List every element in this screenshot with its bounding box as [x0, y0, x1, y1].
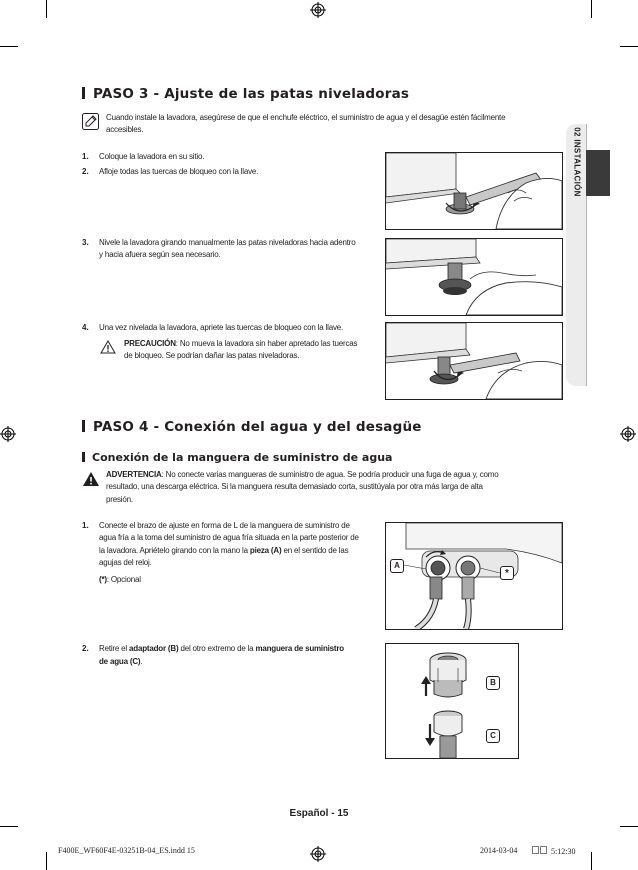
- registration-mark-icon: [0, 426, 16, 442]
- step4-item1-number: 1.: [82, 521, 89, 530]
- figure-loosen-locknut: [385, 152, 563, 230]
- crop-mark: [591, 852, 592, 870]
- slug-date: 2014-03-04: [480, 846, 518, 855]
- crop-mark: [620, 46, 638, 47]
- warning-text-line1: [106, 469, 498, 482]
- step3-item3-text-line2: y hacia afuera según sea necesario.: [99, 250, 221, 259]
- optional-marker: (*): [99, 575, 107, 584]
- figure-label-a: A: [390, 559, 404, 573]
- step3-item3-number: 3.: [82, 238, 89, 247]
- step3-item4-text: Una vez nivelada la lavadora, apriete las tuercas de bloqueo con la llave.: [99, 323, 344, 332]
- figure-label-c: C: [486, 729, 500, 743]
- step4-subheading: Conexión de la manguera de suministro de agua: [82, 451, 392, 464]
- optional-note: (*): Opcional: [99, 575, 141, 584]
- crop-mark: [46, 852, 47, 870]
- registration-mark-icon: [310, 2, 326, 18]
- water-inlet-illustration: [386, 523, 562, 629]
- figure-label-star: *: [500, 566, 514, 580]
- adjust-legs-illustration: [386, 239, 562, 315]
- crop-mark: [0, 826, 18, 827]
- step4-item2-line1: Retire el adaptador (B) del otro extremo de la manguera de suministro: [99, 644, 344, 653]
- note-text-line2: accesibles.: [106, 125, 144, 134]
- warning-text: : No conecte varias mangueras de suministro de agua. Se podría producir una fuga de agua y, como: [161, 470, 499, 479]
- note-text-line1: Cuando instale la lavadora, asegúrese de que el enchufe eléctrico, el suministro de agua y el desagüe estén fácilmente: [106, 113, 506, 122]
- part-a-label: pieza (A): [249, 546, 282, 555]
- adapter-b-label: adaptador (B): [129, 644, 179, 653]
- figure-label-b: B: [486, 676, 500, 690]
- figure-connect-water-hose: [385, 522, 563, 630]
- caution-icon: [100, 340, 116, 354]
- step4-item2-line2: de agua (C).: [99, 657, 143, 666]
- step4-item1-line3: la lavadora. Apriételo girando con la mano la pieza (A) en el sentido de las: [99, 546, 349, 555]
- slug-filename: F400E_WF60F4E-03251B-04_ES.indd 15: [58, 846, 195, 855]
- step3-item4-number: 4.: [82, 323, 89, 332]
- chapter-tab-label: 02 INSTALACIÓN: [572, 127, 582, 197]
- figure-adjust-leveling-legs: [385, 238, 563, 316]
- step3-item2-number: 2.: [82, 167, 89, 176]
- step4-item2-number: 2.: [82, 644, 89, 653]
- step3-item1-text: Coloque la lavadora en su sitio.: [99, 152, 205, 161]
- figure-tighten-locknut: [385, 322, 563, 400]
- loosen-locknut-illustration: [386, 153, 562, 229]
- caution-text-line1: [124, 338, 357, 351]
- step3-item2-text: Afloje todas las tuercas de bloqueo con la llave.: [99, 167, 259, 176]
- warning-text-line2: resultado, una descarga eléctrica. Si la manguera resulta demasiado corta, sustitúyala por otra más larga de alta: [106, 482, 483, 491]
- crop-mark: [0, 46, 18, 47]
- slug-time: 5:12:30: [532, 846, 575, 856]
- step3-item1-number: 1.: [82, 152, 89, 161]
- registration-mark-icon: [310, 846, 326, 862]
- step4-item1-line4: agujas del reloj.: [99, 558, 152, 567]
- warning-text-line3: presión.: [106, 495, 133, 504]
- step3-heading: PASO 3 - Ajuste de las patas niveladoras: [82, 86, 409, 102]
- tighten-locknut-illustration: [386, 323, 562, 399]
- crop-mark: [620, 826, 638, 827]
- page-number: Español - 15: [289, 808, 349, 819]
- note-icon: [82, 113, 99, 130]
- figure-remove-adapter: [385, 643, 519, 759]
- warning-icon: [82, 471, 100, 487]
- caution-text-line2: de bloqueo. Se podrían dañar las patas niveladoras.: [124, 351, 300, 360]
- step3-item3-text-line1: Nivele la lavadora girando manualmente las patas niveladoras hacia adentro: [99, 238, 356, 247]
- crop-mark: [46, 0, 47, 18]
- caution-text: : No mueva la lavadora sin haber apretado las tuercas: [175, 339, 358, 348]
- step4-item1-line2: agua fría a la toma del suministro de agua fría situada en la parte posterior de: [99, 533, 359, 542]
- hose-c-label: manguera de suministro: [255, 644, 344, 653]
- chapter-tab-marker: [586, 150, 610, 196]
- caution-label: PRECAUCIÓN: [124, 339, 176, 348]
- step4-item1-line1: Conecte el brazo de ajuste en forma de L de la manguera de suministro de: [99, 521, 350, 530]
- warning-label: ADVERTENCIA: [106, 470, 162, 479]
- step4-heading: PASO 4 - Conexión del agua y del desagüe: [82, 419, 422, 435]
- crop-mark: [591, 0, 592, 18]
- registration-mark-icon: [620, 426, 636, 442]
